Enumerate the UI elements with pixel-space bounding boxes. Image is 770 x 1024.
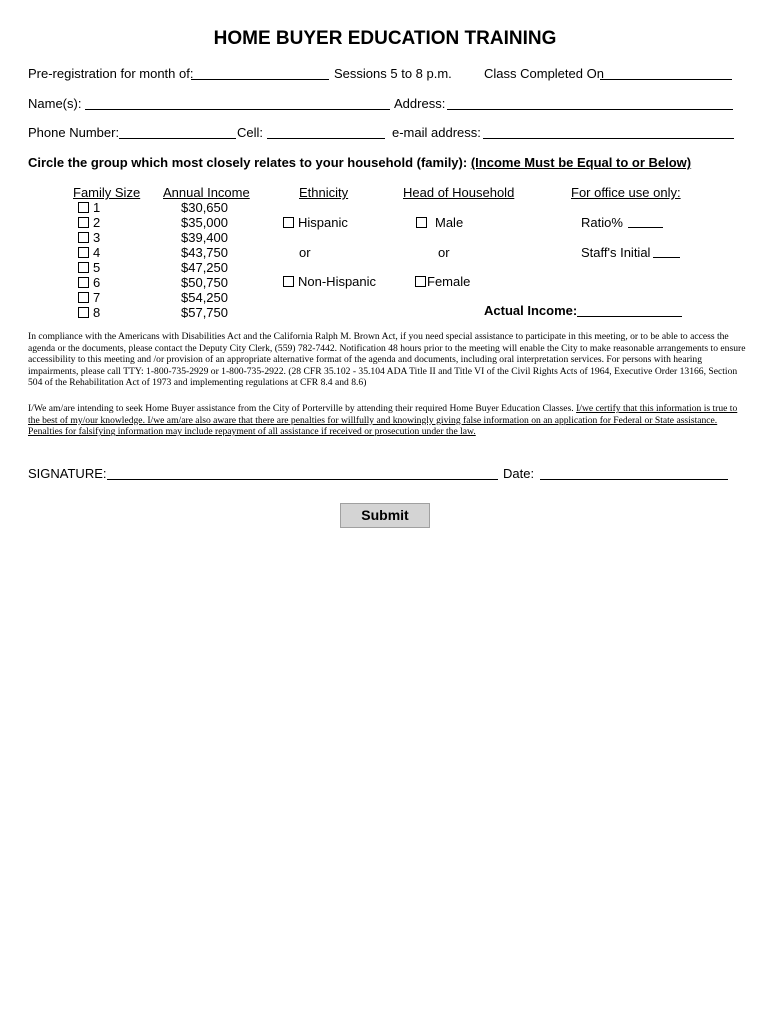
income-note: (Income Must be Equal to or Below) xyxy=(470,155,692,170)
family-size-8-checkbox[interactable] xyxy=(78,307,89,318)
email-label: e-mail address: xyxy=(392,125,481,140)
family-size-5-checkbox[interactable] xyxy=(78,262,89,273)
names-label: Name(s): xyxy=(28,96,82,111)
phone-field[interactable] xyxy=(119,138,236,139)
family-size-1-checkbox[interactable] xyxy=(78,202,89,213)
certify-underlined-text: I/we certify that this information is true to the best of my/our knowledge. I/we am/are also aware that there are penalties for willfully and knowingly giving false information on an application for Federal or State assistance. Penalties for falsifying information may include repayment of all assistance if received or prosecution under the law. xyxy=(28,403,738,438)
class-completed-field[interactable] xyxy=(600,79,732,80)
office-use-header: For office use only: xyxy=(571,185,681,200)
certification-paragraph xyxy=(28,403,746,438)
head-or: or xyxy=(438,245,450,260)
actual-income-label: Actual Income: xyxy=(484,303,578,318)
family-size-3-checkbox[interactable] xyxy=(78,232,89,243)
non-hispanic-checkbox[interactable] xyxy=(283,276,294,287)
family-size-7-checkbox[interactable] xyxy=(78,292,89,303)
ethnicity-hispanic[interactable]: Hispanic xyxy=(283,215,348,230)
income-value: $30,650 xyxy=(181,200,228,215)
family-size-row[interactable]: 5 xyxy=(78,260,100,275)
male-checkbox[interactable] xyxy=(416,217,427,228)
female-checkbox[interactable] xyxy=(415,276,426,287)
income-value: $50,750 xyxy=(181,275,228,290)
ratio-field[interactable] xyxy=(628,227,663,228)
phone-label: Phone Number: xyxy=(28,125,120,140)
family-size-row[interactable]: 4 xyxy=(78,245,100,260)
submit-button[interactable]: Submit xyxy=(340,503,430,528)
staff-initial-label: Staff's Initial xyxy=(581,245,651,260)
income-value: $43,750 xyxy=(181,245,228,260)
ethnicity-non-hispanic[interactable]: Non-Hispanic xyxy=(283,274,376,289)
preregistration-month-field[interactable] xyxy=(191,79,329,80)
cell-label: Cell: xyxy=(237,125,264,140)
preregistration-label: Pre-registration for month of: xyxy=(28,66,194,81)
hispanic-checkbox[interactable] xyxy=(283,217,294,228)
annual-income-header: Annual Income xyxy=(163,185,250,200)
signature-label: SIGNATURE: xyxy=(28,466,107,481)
sessions-text: Sessions 5 to 8 p.m. xyxy=(334,66,452,81)
date-label: Date: xyxy=(503,466,535,481)
signature-field[interactable] xyxy=(107,479,498,480)
family-size-row[interactable]: 6 xyxy=(78,275,100,290)
family-size-row[interactable]: 2 xyxy=(78,215,100,230)
family-size-2-checkbox[interactable] xyxy=(78,217,89,228)
page-title: HOME BUYER EDUCATION TRAINING xyxy=(213,28,557,49)
email-field[interactable] xyxy=(483,138,734,139)
income-value: $47,250 xyxy=(181,260,228,275)
family-size-header: Family Size xyxy=(73,185,141,200)
group-heading-text: Circle the group which most closely relates to your household (family): xyxy=(28,155,468,170)
cell-field[interactable] xyxy=(267,138,385,139)
group-heading xyxy=(28,155,691,170)
family-size-4-checkbox[interactable] xyxy=(78,247,89,258)
income-value: $57,750 xyxy=(181,305,228,320)
actual-income-field[interactable] xyxy=(577,316,682,317)
head-female[interactable]: Female xyxy=(415,274,470,289)
head-male[interactable]: Male xyxy=(416,215,463,230)
family-size-6-checkbox[interactable] xyxy=(78,277,89,288)
date-field[interactable] xyxy=(540,479,728,480)
family-size-row[interactable]: 3 xyxy=(78,230,100,245)
family-size-row[interactable]: 7 xyxy=(78,290,100,305)
ratio-label: Ratio% xyxy=(581,215,623,230)
address-field[interactable] xyxy=(447,109,733,110)
income-value: $39,400 xyxy=(181,230,228,245)
compliance-paragraph: In compliance with the Americans with Disabilities Act and the California Ralph M. Brown Act, if you need special assistance to participate in this meeting, or to be able to access the agenda or the documents, please contact the Deputy City Clerk, (559) 782-7442. Notification 48 hours prior to the meeting will enable the City to make reasonable arrangements to ensure accessibility to this meeting and /or provision of an appropriate alternative format of the agenda and documents, including oral interpretation services. For persons with hearing impairments, please call TTY: 1-800-735-2929 or 1-800-735-2922. (28 CFR 35.102 - 35.104 ADA Title II and Title VI of the Civil Rights Acts of 1964, Executive Order 13166, Section 504 of the Rehabilitation Act of 1973 and implementing regulations at CFR 8.4 and 8.6) xyxy=(28,331,746,389)
staff-initial-field[interactable] xyxy=(653,257,680,258)
family-size-row[interactable]: 1 xyxy=(78,200,100,215)
certify-plain-text: I/We am/are intending to seek Home Buyer assistance from the City of Porterville by attending their required Home Buyer Education Classes. xyxy=(28,403,574,414)
class-completed-label: Class Completed On xyxy=(484,66,604,81)
address-label: Address: xyxy=(394,96,446,111)
income-value: $35,000 xyxy=(181,215,228,230)
head-of-household-header: Head of Household xyxy=(403,185,515,200)
family-size-row[interactable]: 8 xyxy=(78,305,100,320)
ethnicity-header: Ethnicity xyxy=(299,185,349,200)
ethnicity-or: or xyxy=(299,245,311,260)
names-field[interactable] xyxy=(85,109,390,110)
income-value: $54,250 xyxy=(181,290,228,305)
